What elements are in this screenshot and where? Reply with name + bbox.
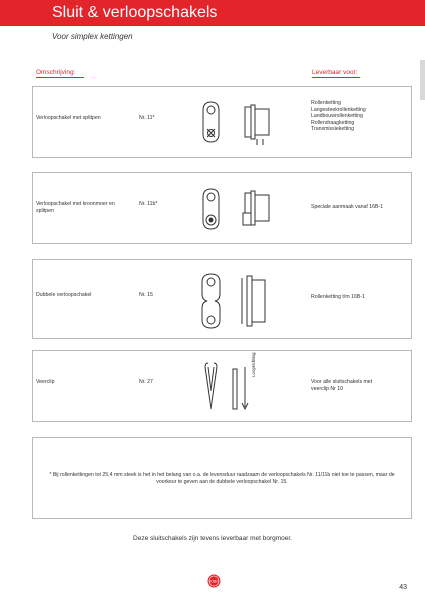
direction-label: Looprichting — [251, 352, 256, 377]
spring-clip-drawing — [197, 361, 287, 417]
column-header-underline — [36, 77, 84, 78]
footnote-text: * Bij rollenkettingen tot 25,4 mm steek is het in het belang van o.a. de levensduur raadzaam de verloopschakels Nr. 11/11b niet toe te passen, maar de voorkeur te geven aan de dubbele verloopschakel Nr. 15. — [49, 472, 395, 485]
product-availability: Rollenketting t/m 16B-1 — [311, 294, 365, 300]
column-header-description: Omschrijving: — [36, 69, 76, 76]
column-header-underline — [312, 77, 360, 78]
offset-link-crown-nut-drawing — [197, 183, 277, 239]
product-row — [32, 259, 412, 339]
page-title: Sluit & verloopschakels — [52, 4, 218, 21]
header-bar — [0, 0, 425, 26]
column-header-available: Leverbaar voor: — [312, 69, 358, 76]
product-availability: Voor alle sluitschakels met veerclip Nr 10 — [311, 379, 373, 392]
product-number: Nr. 27 — [139, 379, 153, 385]
page-subtitle: Voor simplex kettingen — [52, 32, 133, 41]
product-availability: Speciale aanmaak vanaf 16B-1 — [311, 204, 384, 210]
kobo-logo — [207, 574, 221, 588]
product-availability: Rollenketting Langesteekrollenketting Landbouwrollenketting Rollendraagketting Transmissieketting — [311, 100, 366, 132]
double-offset-link-drawing — [197, 270, 277, 332]
product-description: Verloopschakel met splitpen — [36, 115, 101, 121]
page-number: 43 — [399, 584, 407, 591]
product-number: Nr. 11* — [139, 115, 155, 121]
side-tab-marker — [420, 60, 425, 100]
product-description: Verloopschakel met kroonmoer en splitpen — [36, 201, 115, 214]
product-description: Dubbele verloopschakel — [36, 292, 92, 298]
product-description: Veerclip — [36, 379, 55, 385]
bottom-note: Deze sluitschakels zijn tevens leverbaar met borgmoer. — [133, 535, 292, 542]
offset-link-split-pin-drawing — [197, 95, 277, 151]
product-number: Nr. 15 — [139, 292, 153, 298]
footnote-box — [32, 437, 412, 519]
product-row — [32, 350, 412, 422]
logo-text: KOBO — [208, 579, 220, 584]
product-number: Nr. 11b* — [139, 201, 158, 207]
product-row — [32, 86, 412, 158]
product-row — [32, 172, 412, 244]
